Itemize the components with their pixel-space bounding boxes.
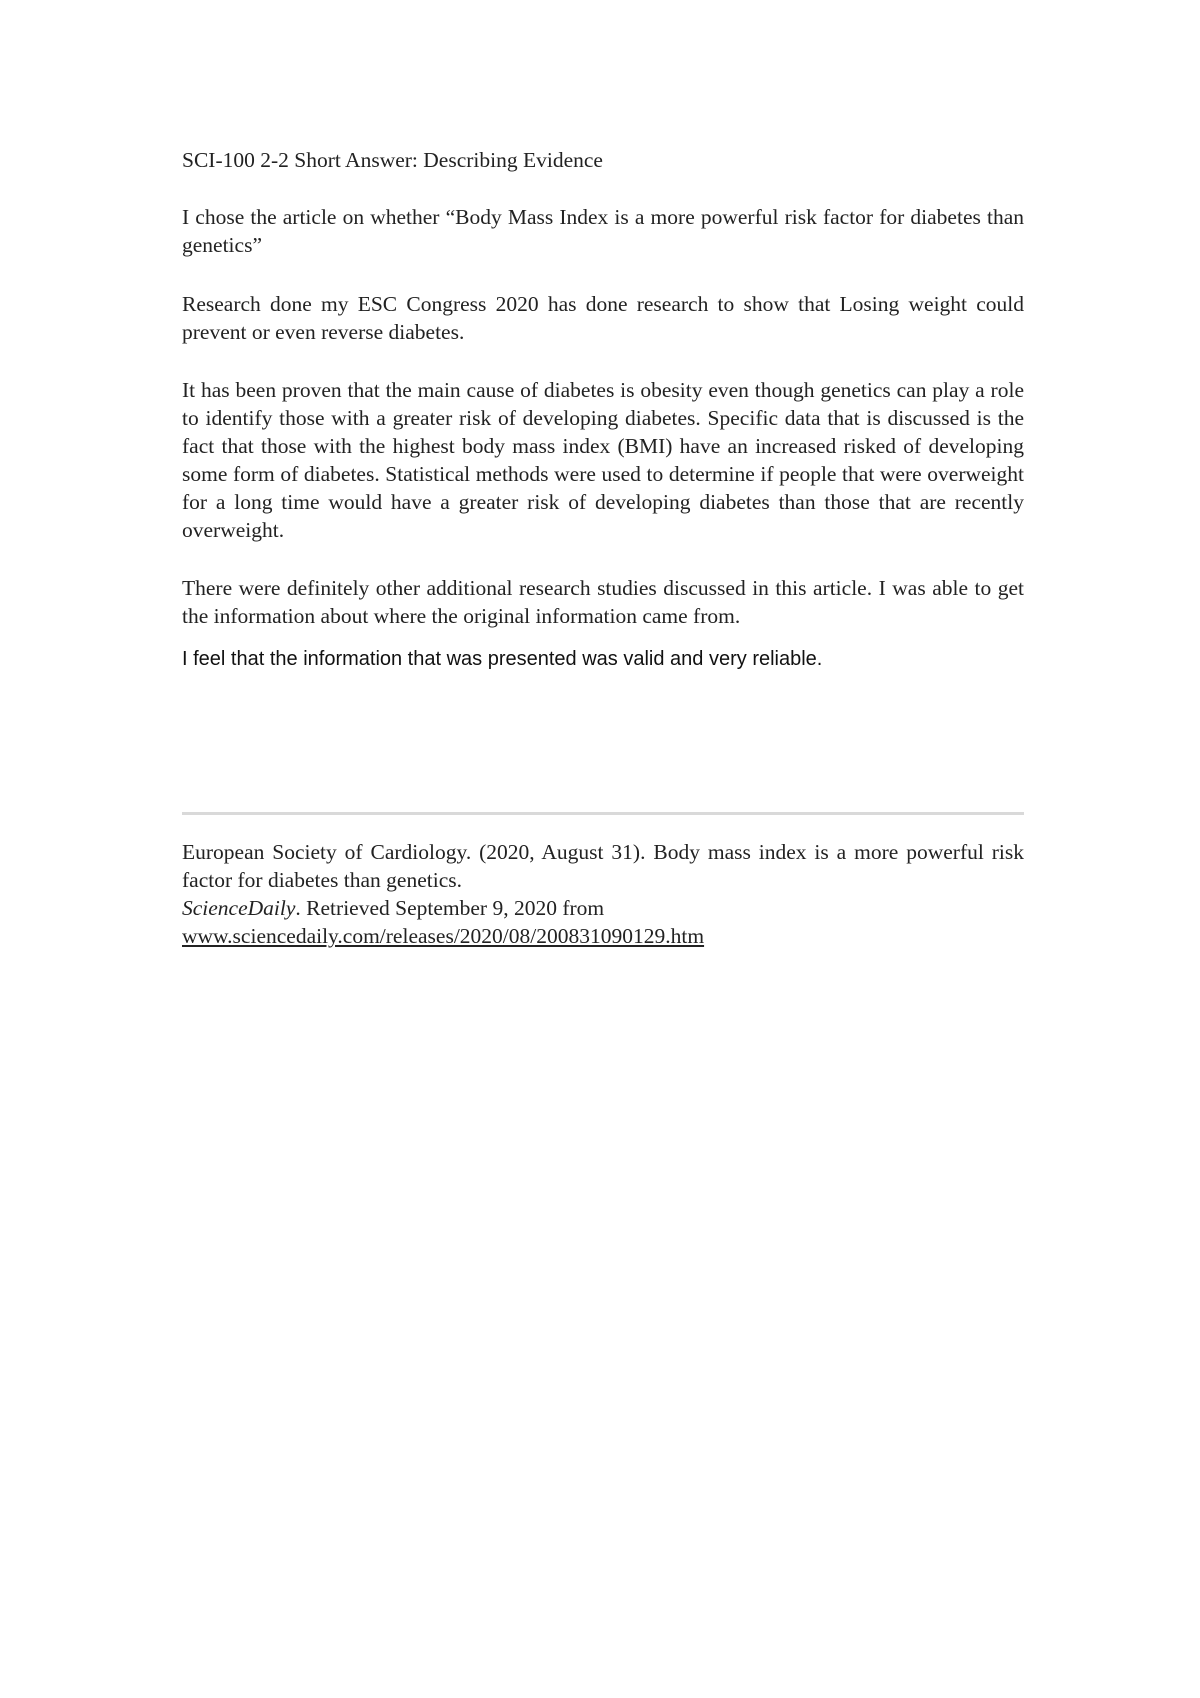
paragraph-evidence-details: It has been proven that the main cause of diabetes is obesity even though genetics can play a role to identify those with a greater risk of developing diabetes. Specific data that is discussed is the fact that those with the highest body mass index (BMI) have an increased risked of developing some form of diabetes. Statistical methods were used to determine if people that were overweight for a long time would have a greater risk of developing diabetes than those that are recently overweight. [182,378,1024,542]
reference-source-line [182,894,1024,922]
reference-source: ScienceDaily [182,896,296,920]
paragraph-article-choice: I chose the article on whether “Body Mass Index is a more powerful risk factor for diabetes than genetics” [182,205,1024,257]
paragraph-reliability: I feel that the information that was presented was valid and very reliable. [182,648,823,670]
footnote-divider [182,812,1024,815]
reference-citation: European Society of Cardiology. (2020, August 31). Body mass index is a more powerful risk factor for diabetes than genetics. [182,840,1024,892]
paragraph-research-summary: Research done my ESC Congress 2020 has done research to show that Losing weight could prevent or even reverse diabetes. [182,292,1024,344]
reference-retrieved: . Retrieved September 9, 2020 from [295,896,605,920]
paragraph-additional-studies: There were definitely other additional research studies discussed in this article. I was able to get the information about where the original information came from. [182,576,1024,628]
reference-entry [182,838,1024,950]
reference-url-link[interactable]: www.sciencedaily.com/releases/2020/08/200831090129.htm [182,924,705,948]
document-title: SCI-100 2-2 Short Answer: Describing Evidence [182,148,603,172]
